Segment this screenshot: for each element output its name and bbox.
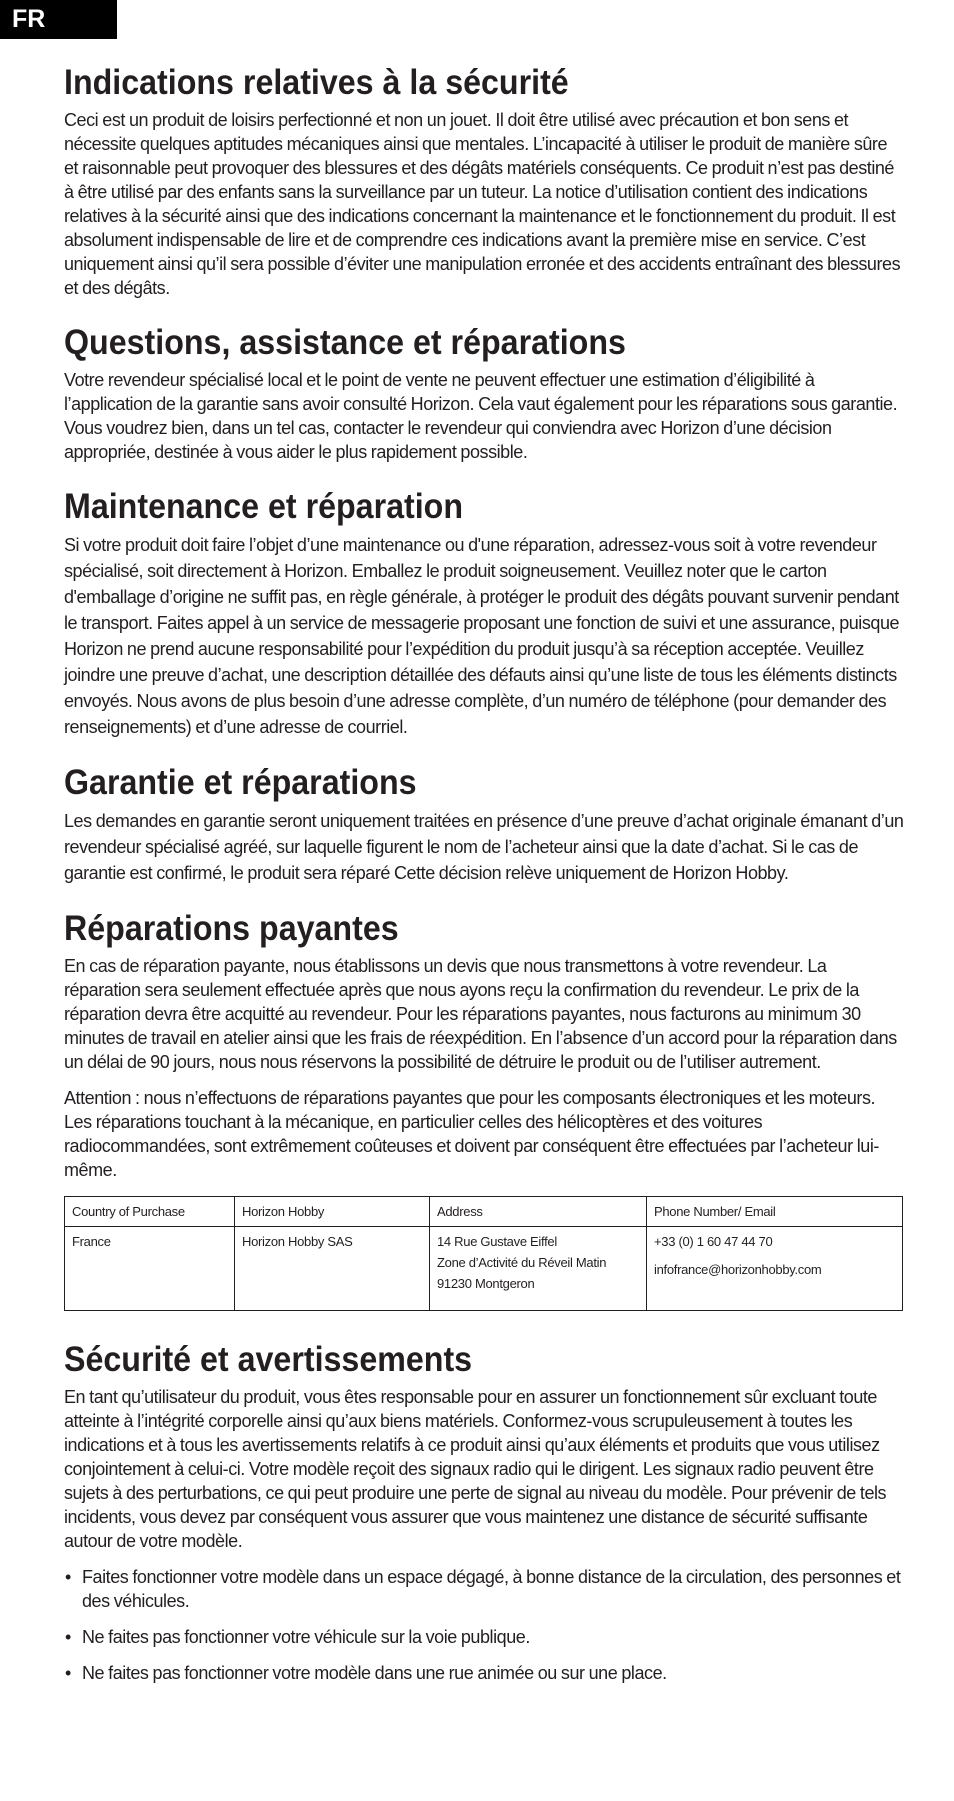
section-title-payantes: Réparations payantes bbox=[64, 909, 399, 948]
warning-list bbox=[64, 1565, 904, 1685]
phone-number: +33 (0) 1 60 47 44 70 bbox=[654, 1234, 773, 1249]
paragraph-maintenance: Si votre produit doit faire l’objet d’une maintenance ou d'une réparation, adressez-vous soit à votre revendeur spécialisé, soit directement à Horizon. Emballez le produit soigneusement. Veuillez noter que le carton d'emballage d’origine ne suffit pas, en règle générale, à protéger le produit des dégâts pouvant survenir pendant le transport. Faites appel à un service de messagerie proposant une fonction de suivi et une assurance, puisque Horizon ne prend aucune responsabilité pour l’expédition du produit jusqu’à sa réception acceptée. Veuillez joindre une preuve d’achat, une description détaillée des défauts ainsi qu’une liste de tous les éléments distincts envoyés. Nous avons de plus besoin d’une adresse complète, d’un numéro de téléphone (pour demander des renseignements) et d’une adresse de courriel. bbox=[64, 535, 900, 737]
contact-cell bbox=[647, 1227, 903, 1311]
document-body bbox=[64, 62, 904, 1697]
country-cell: France bbox=[65, 1227, 235, 1311]
table-header-cell: Phone Number/ Email bbox=[647, 1197, 903, 1227]
address-line: 14 Rue Gustave Eiffel bbox=[437, 1234, 557, 1249]
section-title-questions: Questions, assistance et réparations bbox=[64, 323, 626, 362]
section-title-securite: Indications relatives à la sécurité bbox=[64, 63, 569, 102]
contact-table bbox=[64, 1196, 903, 1311]
address-line: Zone d’Activité du Réveil Matin bbox=[437, 1255, 607, 1270]
section-title-avertissements: Sécurité et avertissements bbox=[64, 1340, 473, 1379]
paragraph-garantie: Les demandes en garantie seront uniquement traitées en présence d’une preuve d’achat originale émanant d’un revendeur spécialisé agréé, sur laquelle figurent le nom de l’acheteur ainsi que la date d’achat. Si le cas de garantie est confirmé, le produit sera réparé Cette décision relève uniquement de Horizon Hobby. bbox=[64, 811, 904, 883]
table-row bbox=[65, 1227, 903, 1311]
table-header-cell: Country of Purchase bbox=[65, 1197, 235, 1227]
table-header-row bbox=[65, 1197, 903, 1227]
list-item: • Ne faites pas fonctionner votre modèle dans une rue animée ou sur une place. bbox=[64, 1661, 904, 1685]
language-tab: FR bbox=[0, 0, 117, 39]
paragraph-payantes-1: En cas de réparation payante, nous établissons un devis que nous transmettons à votre revendeur. La réparation sera seulement effectuée après que nous ayons reçu la confirmation du revendeur. Le prix de la réparation devra être acquitté au revendeur. Pour les réparations payantes, nous facturons au minimum 30 minutes de travail en atelier ainsi que les frais de réexpédition. En l’absence d’un accord pour la réparation dans un délai de 90 jours, nous nous réservons la possibilité de détruire le produit ou de l’utiliser autrement. bbox=[64, 956, 897, 1072]
paragraph-securite: Ceci est un produit de loisirs perfectionné et non un jouet. Il doit être utilisé avec précaution et bon sens et nécessite quelques aptitudes mécaniques ainsi que mentales. L’incapacité à utiliser le produit de manière sûre et raisonnable peut provoquer des blessures et des dégâts matériels conséquents. Ce produit n’est pas destiné à être utilisé par des enfants sans la surveillance par un tuteur. La notice d’utilisation contient des indications relatives à la sécurité ainsi que des indications concernant la maintenance et le fonctionnement du produit. Il est absolument indispensable de lire et de comprendre ces indications avant la première mise en service. C’est uniquement ainsi qu’il sera possible d’éviter une manipulation erronée et des accidents entraînant des blessures et des dégâts. bbox=[64, 110, 901, 298]
email-address: infofrance@horizonhobby.com bbox=[654, 1262, 822, 1277]
list-item: • Faites fonctionner votre modèle dans un espace dégagé, à bonne distance de la circulation, des personnes et des véhicules. bbox=[64, 1565, 904, 1613]
section-title-garantie: Garantie et réparations bbox=[64, 763, 417, 802]
table-header-cell: Horizon Hobby bbox=[235, 1197, 430, 1227]
company-cell: Horizon Hobby SAS bbox=[235, 1227, 430, 1311]
address-line: 91230 Montgeron bbox=[437, 1276, 535, 1291]
paragraph-questions: Votre revendeur spécialisé local et le point de vente ne peuvent effectuer une estimation d’éligibilité à l’application de la garantie sans avoir consulté Horizon. Cela vaut également pour les réparations sous garantie. Vous voudrez bien, dans un tel cas, contacter le revendeur qui conviendra avec Horizon d’une décision appropriée, destinée à vous aider le plus rapidement possible. bbox=[64, 370, 898, 462]
paragraph-payantes-2: Attention : nous n’effectuons de réparations payantes que pour les composants électroniques et les moteurs. Les réparations touchant à la mécanique, en particulier celles des hélicoptères et des voitures radiocommandées, sont extrêmement coûteuses et doivent par conséquent être effectuées par l’acheteur lui-même. bbox=[64, 1088, 879, 1180]
table-header-cell: Address bbox=[430, 1197, 647, 1227]
paragraph-avertissements: En tant qu’utilisateur du produit, vous êtes responsable pour en assurer un fonctionnement sûr excluant toute atteinte à l’intégrité corporelle ainsi qu’aux biens matériels. Conformez-vous scrupuleusement à toutes les indications et à tous les avertissements relatifs à ce produit ainsi qu’aux éléments et produits que vous utilisez conjointement à celui-ci. Votre modèle reçoit des signaux radio qui le dirigent. Les signaux radio peuvent être sujets à des perturbations, ce qui peut produire une perte de signal au niveau du modèle. Pour prévenir de tels incidents, vous devez par conséquent vous assurer que vous maintenez une distance de sécurité suffisante autour de votre modèle. bbox=[64, 1387, 887, 1551]
section-title-maintenance: Maintenance et réparation bbox=[64, 487, 464, 526]
list-item: • Ne faites pas fonctionner votre véhicule sur la voie publique. bbox=[64, 1625, 904, 1649]
address-cell bbox=[430, 1227, 647, 1311]
